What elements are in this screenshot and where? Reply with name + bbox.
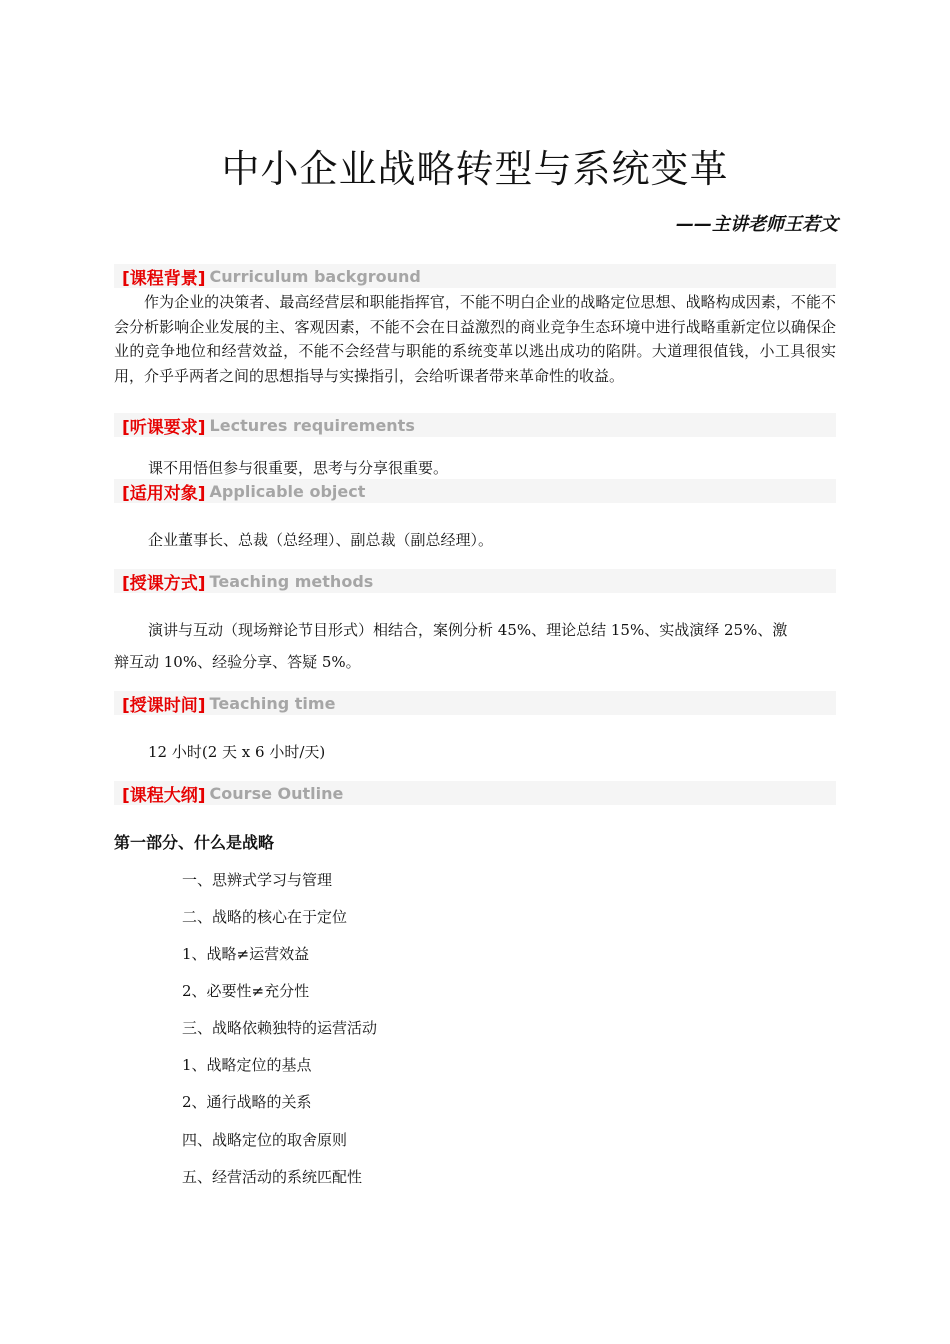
section-label-en: Applicable object	[209, 481, 366, 501]
section-label: [授课时间]	[122, 695, 206, 716]
outline-item: 1、战略≠运营效益	[182, 945, 310, 963]
outline-part-title: 第一部分、什么是战略	[114, 833, 275, 852]
section-label-en: Teaching time	[209, 693, 336, 713]
section-label: [适用对象]	[122, 483, 206, 504]
section-label: [授课方式]	[122, 573, 206, 594]
section-label-en: Lectures requirements	[209, 415, 415, 435]
outline-item: 2、通行战略的关系	[182, 1093, 312, 1111]
outline-item: 三、战略依赖独特的运营活动	[182, 1019, 378, 1037]
outline-item: 一、思辨式学习与管理	[182, 871, 333, 889]
section-label: [课程背景]	[122, 268, 206, 289]
section-header-background	[114, 264, 836, 288]
lecturer-line: ——主讲老师王若文	[676, 214, 838, 235]
outline-item: 四、战略定位的取舍原则	[182, 1131, 348, 1149]
requirements-text: 课不用悟但参与很重要，思考与分享很重要。	[148, 459, 449, 477]
section-header-audience	[114, 479, 836, 503]
audience-text: 企业董事长、总裁（总经理）、副总裁（副总经理）。	[148, 531, 494, 549]
methods-text-line-2: 辩互动 10%、经验分享、答疑 5%。	[114, 653, 361, 671]
outline-item: 二、战略的核心在于定位	[182, 908, 348, 926]
section-header-outline	[114, 781, 836, 805]
section-label-en: Course Outline	[209, 783, 344, 803]
time-text: 12 小时(2 天 x 6 小时/天)	[148, 743, 326, 761]
outline-item: 1、战略定位的基点	[182, 1056, 312, 1074]
section-header-methods	[114, 569, 836, 593]
document-title: 中小企业战略转型与系统变革	[221, 147, 729, 191]
section-header-time	[114, 691, 836, 715]
outline-item: 2、必要性≠充分性	[182, 982, 310, 1000]
background-paragraph: 作为企业的决策者、最高经营层和职能指挥官，不能不明白企业的战略定位思想、战略构成因素，不能不会分析影响企业发展的主、客观因素，不能不会在日益激烈的商业竞争生态环境中进行战略重新定位以确保企业的竞争地位和经营效益，不能不会经营与职能的系统变革以逃出成功的陷阱。大道理很值钱，小工具很实用，介乎乎两者之间的思想指导与实操指引，会给听课者带来革命性的收益。	[114, 293, 836, 385]
section-label-en: Curriculum background	[209, 266, 421, 286]
section-header-requirements	[114, 413, 836, 437]
section-label: [课程大纲]	[122, 785, 206, 806]
methods-text-line-1: 演讲与互动（现场辩论节目形式）相结合，案例分析 45%、理论总结 15%、实战演绎 25%、激	[148, 621, 788, 639]
section-label-en: Teaching methods	[209, 571, 374, 591]
section-label: [听课要求]	[122, 417, 206, 438]
outline-item: 五、经营活动的系统匹配性	[182, 1168, 363, 1186]
